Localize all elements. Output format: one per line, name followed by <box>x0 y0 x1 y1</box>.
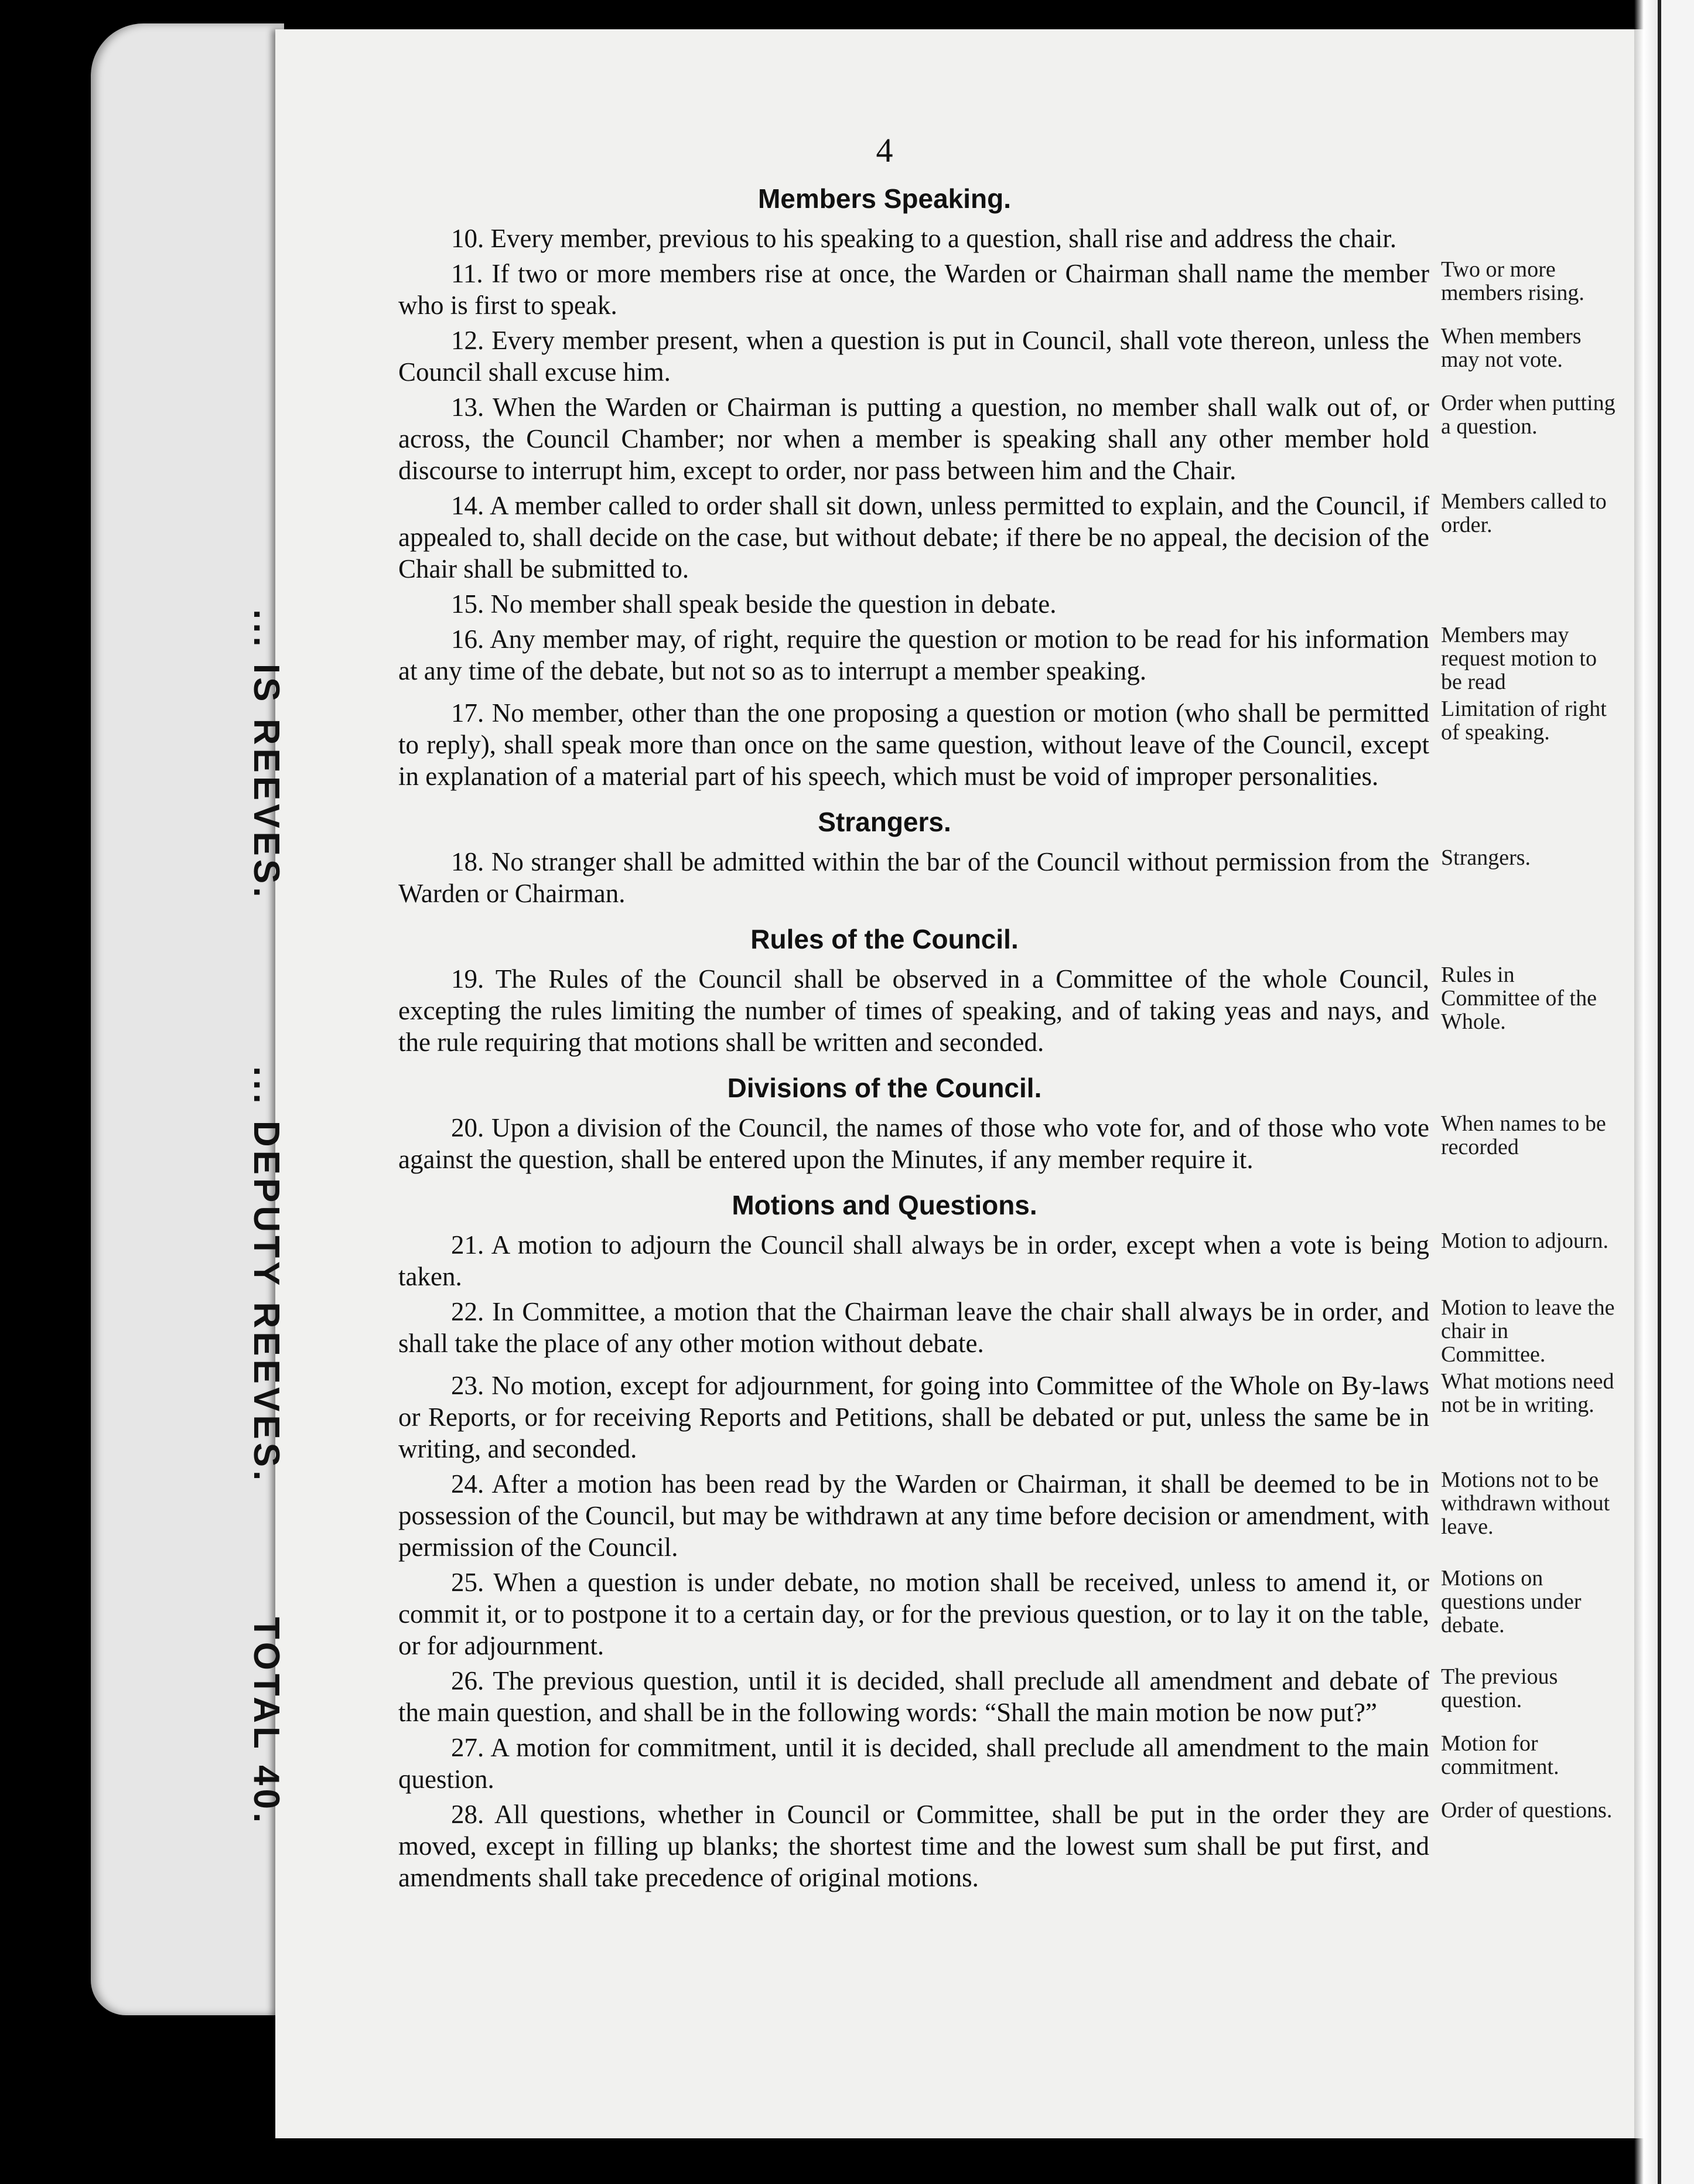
rule-text: 15. No member shall speak beside the question in debate. <box>451 589 1057 619</box>
page-number: 4 <box>876 131 893 169</box>
rule-paragraph <box>398 588 1617 620</box>
spine-deputy-reeves: ... DEPUTY REEVES. <box>246 1066 286 1485</box>
rule-paragraph <box>398 1732 1617 1795</box>
margin-note: Motion for commitment. <box>1441 1731 1559 1779</box>
margin-note: Members may request motion to be read <box>1441 623 1597 694</box>
rule-text: 10. Every member, previous to his speaking to a question, shall rise and address the chair. <box>451 224 1397 253</box>
margin-note: What motions need not be in writing. <box>1441 1369 1614 1417</box>
rule-paragraph <box>398 223 1617 254</box>
rule-paragraph <box>398 1112 1617 1175</box>
rule-text: 18. No stranger shall be admitted within the bar of the Council without permission from the Warden or Chairman. <box>398 847 1429 908</box>
rule-paragraph <box>398 1296 1617 1366</box>
rule-paragraph <box>398 623 1617 694</box>
rule-paragraph <box>398 1229 1617 1292</box>
margin-note: Rules in Committee of the Whole. <box>1441 963 1597 1034</box>
rule-paragraph <box>398 1370 1617 1465</box>
section-heading: Divisions of the Council. <box>727 1073 1042 1103</box>
rule-paragraph <box>398 1468 1617 1563</box>
margin-note: Motions not to be withdrawn without leave. <box>1441 1468 1610 1539</box>
rule-paragraph <box>398 391 1617 486</box>
rule-text: 28. All questions, whether in Council or Committee, shall be put in the order they are moved, except in filling up blanks; the shortest time and the lowest sum shall be put first, and amendments shall take precedence of original motions. <box>398 1800 1429 1892</box>
rule-text: 19. The Rules of the Council shall be observed in a Committee of the whole Council, excepting the rules limiting the number of times of speaking, and of taking yeas and nays, and the rule requiring that motions shall be written and seconded. <box>398 964 1429 1057</box>
page-edge <box>1634 0 1658 2184</box>
section-heading: Rules of the Council. <box>750 924 1019 954</box>
section-heading: Motions and Questions. <box>732 1190 1037 1220</box>
rule-paragraph <box>398 325 1617 388</box>
margin-note: Members called to order. <box>1441 489 1607 537</box>
rule-text: 25. When a question is under debate, no motion shall be received, unless to amend it, or commit it, or to postpone it to a certain day, or for the previous question, or to lay it on the table, or for adjournment. <box>398 1568 1429 1660</box>
margin-note: When members may not vote. <box>1441 324 1582 372</box>
document-body <box>398 131 1617 1897</box>
margin-note: Two or more members rising. <box>1441 257 1584 305</box>
rule-text: 20. Upon a division of the Council, the names of those who vote for, and of those who vote against the question, shall be entered upon the Minutes, if any member require it. <box>398 1113 1429 1174</box>
rule-text: 14. A member called to order shall sit down, unless permitted to explain, and the Council, if appealed to, shall decide on the case, but without debate; if there be no appeal, the decision of the Chair shall be submitted to. <box>398 491 1429 583</box>
rule-text: 13. When the Warden or Chairman is putting a question, no member shall walk out of, or across, the Council Chamber; nor when a member is speaking shall any other member hold discourse to interrupt him, except to order, nor pass between him and the Chair. <box>398 393 1429 485</box>
margin-note: Motion to adjourn. <box>1441 1228 1609 1253</box>
rule-text: 16. Any member may, of right, require the question or motion to be read for his information at any time of the debate, but not so as to interrupt a member speaking. <box>398 625 1429 685</box>
margin-note: When names to be recorded <box>1441 1111 1606 1159</box>
rule-paragraph <box>398 258 1617 321</box>
section-heading: Members Speaking. <box>757 183 1012 214</box>
margin-note: Strangers. <box>1441 845 1531 870</box>
rule-paragraph <box>398 1567 1617 1661</box>
rule-text: 11. If two or more members rise at once, the Warden or Chairman shall name the member who is first to speak. <box>398 259 1429 320</box>
margin-note: Order when putting a question. <box>1441 391 1616 439</box>
sections-container <box>398 183 1617 1893</box>
section-heading: Strangers. <box>818 807 951 837</box>
spine-fragment: ... IS REEVES. <box>246 609 286 901</box>
rule-text: 26. The previous question, until it is decided, shall preclude all amendment and debate of the main question, and shall be in the following words: “Shall the main motion be now put?” <box>398 1666 1429 1727</box>
margin-note: Order of questions. <box>1441 1798 1613 1823</box>
margin-note: The previous question. <box>1441 1664 1558 1712</box>
rule-paragraph <box>398 490 1617 585</box>
margin-note: Motions on questions under debate. <box>1441 1566 1582 1637</box>
rule-text: 12. Every member present, when a question is put in Council, shall vote thereon, unless the Council shall excuse him. <box>398 326 1429 387</box>
margin-note: Motion to leave the chair in Committee. <box>1441 1295 1615 1367</box>
rule-paragraph <box>398 963 1617 1058</box>
rule-paragraph <box>398 1665 1617 1728</box>
spine-total: TOTAL 40. <box>246 1617 286 1827</box>
rule-text: 22. In Committee, a motion that the Chairman leave the chair shall always be in order, and shall take the place of any other motion without debate. <box>398 1297 1429 1358</box>
rule-paragraph <box>398 697 1617 792</box>
rule-paragraph <box>398 846 1617 909</box>
margin-note: Limitation of right of speaking. <box>1441 697 1607 745</box>
rule-text: 21. A motion to adjourn the Council shall always be in order, except when a vote is being taken. <box>398 1230 1429 1291</box>
next-page-sliver <box>1658 0 1694 2184</box>
rule-text: 17. No member, other than the one proposing a question or motion (who shall be permitted to reply), shall speak more than once on the same question, without leave of the Council, except in explanation of a material part of his speech, which must be void of improper personalities. <box>398 698 1429 791</box>
rule-text: 24. After a motion has been read by the Warden or Chairman, it shall be deemed to be in possession of the Council, but may be withdrawn at any time before decision or amendment, with permission of the Council. <box>398 1469 1429 1562</box>
rule-text: 27. A motion for commitment, until it is decided, shall preclude all amendment to the main question. <box>398 1733 1429 1794</box>
rule-paragraph <box>398 1799 1617 1893</box>
rule-text: 23. No motion, except for adjournment, for going into Committee of the Whole on By-laws or Reports, or for receiving Reports and Petitions, shall be debated or put, unless the same be in writing, and seconded. <box>398 1371 1429 1463</box>
